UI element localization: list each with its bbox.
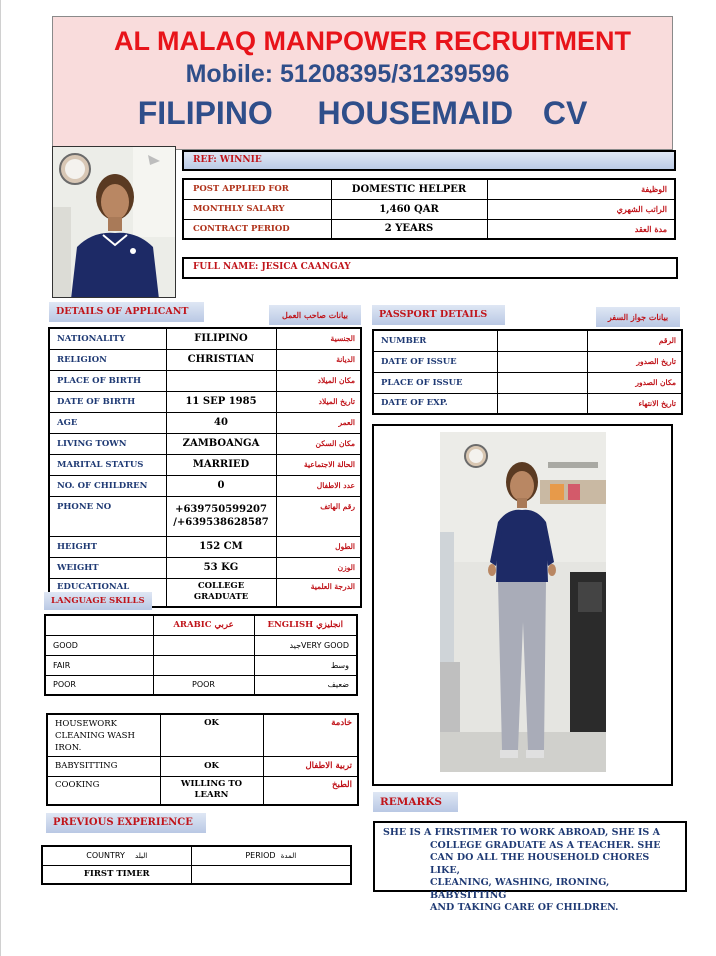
table-row — [42, 846, 351, 865]
skill-value: OK — [160, 714, 263, 756]
detail-arabic: الديانة — [276, 349, 361, 370]
previous-experience-table — [41, 845, 352, 885]
table-row — [49, 328, 361, 349]
table-row — [49, 454, 361, 475]
lang-level: GOOD — [45, 635, 153, 655]
prev-period-label: PERIOD — [245, 851, 276, 861]
table-row — [49, 536, 361, 557]
detail-label: LIVING TOWN — [49, 433, 166, 454]
table-row — [373, 351, 682, 372]
detail-arabic: مكان السكن — [276, 433, 361, 454]
table-row — [47, 776, 358, 805]
detail-value: 40 — [166, 412, 276, 433]
table-row — [49, 557, 361, 578]
detail-label: PLACE OF BIRTH — [49, 370, 166, 391]
lang-arabic-value: POOR — [153, 675, 254, 695]
table-row — [49, 496, 361, 536]
table-row — [47, 714, 358, 756]
detail-label: DATE OF BIRTH — [49, 391, 166, 412]
phone-label: PHONE NO — [49, 496, 166, 536]
phone-number-2: /+639538628587 — [173, 517, 269, 528]
table-row — [183, 199, 675, 219]
detail-arabic: الجنسية — [276, 328, 361, 349]
skill-arabic: الطبخ — [263, 776, 358, 805]
passport-value — [497, 351, 587, 372]
prev-period-arabic: المدة — [280, 852, 297, 861]
applicant-full-body-photo — [440, 432, 606, 772]
skill-label: COOKING — [47, 776, 160, 805]
detail-arabic: الحالة الاجتماعية — [276, 454, 361, 475]
table-row — [183, 179, 675, 199]
passport-value — [497, 393, 587, 414]
detail-value: CHRISTIAN — [166, 349, 276, 370]
ref-code: REF: WINNIE — [193, 155, 262, 165]
passport-label: DATE OF ISSUE — [373, 351, 497, 372]
remarks-box — [373, 821, 687, 913]
detail-value: 53 KG — [166, 557, 276, 578]
skill-value-line: LEARN — [194, 790, 229, 801]
lang-arabic-header: ARABIC عربي — [153, 615, 254, 635]
salary-value: 1,460 QAR — [331, 199, 487, 219]
applicant-details-table — [48, 327, 362, 608]
language-section-title: LANGUAGE SKILLS — [44, 592, 152, 610]
lang-english-value: جيدVERY GOOD — [254, 635, 357, 655]
detail-arabic: تاريخ الميلاد — [276, 391, 361, 412]
table-row — [49, 475, 361, 496]
details-section-title-arabic: بيانات صاحب العمل — [269, 305, 361, 325]
lang-english-header: ENGLISH انجليزي — [254, 615, 357, 635]
applicant-portrait-photo — [52, 146, 176, 298]
prev-period-value — [191, 865, 351, 884]
full-body-photo-frame — [372, 424, 673, 786]
detail-arabic: الوزن — [276, 557, 361, 578]
skill-value-line: WILLING TO — [180, 779, 243, 790]
skill-value — [160, 776, 263, 805]
salary-arabic: الراتب الشهري — [487, 199, 675, 219]
education-value — [166, 578, 276, 607]
passport-label: DATE OF EXP. — [373, 393, 497, 414]
full-name-bar — [182, 257, 678, 279]
detail-value: ZAMBOANGA — [166, 433, 276, 454]
table-row — [47, 756, 358, 776]
contract-arabic: مدة العقد — [487, 219, 675, 239]
remarks-line: SHE IS A FIRSTIMER TO WORK ABROAD, SHE IS A — [383, 827, 660, 838]
skill-label-line: CLEANING WASH — [55, 731, 135, 741]
post-table — [182, 178, 676, 240]
detail-label: HEIGHT — [49, 536, 166, 557]
detail-label: NO. OF CHILDREN — [49, 475, 166, 496]
table-row — [183, 219, 675, 239]
remarks-line: CLEANING, WASHING, IRONING, BABYSITTING — [430, 877, 610, 901]
page-edge — [0, 0, 1, 956]
passport-value — [497, 372, 587, 393]
education-line-2: GRADUATE — [193, 592, 249, 603]
education-line-1: COLLEGE — [197, 581, 245, 592]
table-row — [45, 655, 357, 675]
lang-level: FAIR — [45, 655, 153, 675]
table-row — [42, 865, 351, 884]
lang-arabic-value — [153, 635, 254, 655]
lang-english-value: وسط — [254, 655, 357, 675]
detail-arabic: الطول — [276, 536, 361, 557]
table-row — [49, 349, 361, 370]
prev-country-header — [42, 846, 191, 865]
education-label: EDUCATIONAL — [49, 578, 166, 607]
skill-arabic: تربية الاطفال — [263, 756, 358, 776]
lang-corner-cell — [45, 615, 153, 635]
prev-country-label: COUNTRY — [86, 851, 125, 861]
table-row — [45, 675, 357, 695]
detail-label: WEIGHT — [49, 557, 166, 578]
passport-arabic: مكان الصدور — [587, 372, 682, 393]
detail-value: FILIPINO — [166, 328, 276, 349]
detail-label: RELIGION — [49, 349, 166, 370]
company-name: AL MALAQ MANPOWER RECRUITMENT — [114, 26, 631, 56]
prev-period-header — [191, 846, 351, 865]
table-row — [373, 372, 682, 393]
full-name: FULL NAME: JESICA CAANGAY — [193, 262, 351, 272]
work-skills-table — [46, 713, 359, 806]
table-row — [49, 391, 361, 412]
detail-arabic: مكان الميلاد — [276, 370, 361, 391]
education-arabic: الدرجة العلمية — [276, 578, 361, 607]
passport-arabic: تاريخ الانتهاء — [587, 393, 682, 414]
detail-arabic: العمر — [276, 412, 361, 433]
skill-label-line: IRON. — [55, 743, 82, 753]
detail-label: NATIONALITY — [49, 328, 166, 349]
phone-value — [166, 496, 276, 536]
company-mobile: Mobile: 51208395/31239596 — [185, 60, 510, 88]
skill-label-line: HOUSEWORK — [55, 719, 118, 729]
phone-number-1: +639750599207 — [175, 504, 267, 515]
table-row — [373, 330, 682, 351]
details-section-title: DETAILS OF APPLICANT — [49, 302, 204, 322]
detail-value: 11 SEP 1985 — [166, 391, 276, 412]
lang-level: POOR — [45, 675, 153, 695]
full-body-illustration — [440, 432, 606, 772]
remarks-title: REMARKS — [373, 792, 458, 812]
passport-arabic: تاريخ الصدور — [587, 351, 682, 372]
passport-section-title-arabic: بيانات جواز السفر — [596, 307, 680, 327]
remarks-line: CAN DO ALL THE HOUSEHOLD CHORES LIKE, — [430, 852, 650, 876]
passport-label: PLACE OF ISSUE — [373, 372, 497, 393]
table-row — [49, 433, 361, 454]
language-skills-table — [44, 614, 358, 696]
post-label: POST APPLIED FOR — [183, 179, 331, 199]
detail-value: 152 CM — [166, 536, 276, 557]
detail-label: MARITAL STATUS — [49, 454, 166, 475]
phone-arabic: رقم الهاتف — [276, 496, 361, 536]
detail-value — [166, 370, 276, 391]
skill-value: OK — [160, 756, 263, 776]
detail-arabic: عدد الاطفال — [276, 475, 361, 496]
passport-value — [497, 330, 587, 351]
passport-label: NUMBER — [373, 330, 497, 351]
previous-experience-title: PREVIOUS EXPERIENCE — [46, 813, 206, 833]
contract-value: 2 YEARS — [331, 219, 487, 239]
table-row — [373, 393, 682, 414]
passport-table — [372, 329, 683, 415]
salary-label: MONTHLY SALARY — [183, 199, 331, 219]
post-value: DOMESTIC HELPER — [331, 179, 487, 199]
ref-bar — [182, 150, 676, 171]
cv-header — [52, 16, 673, 150]
skill-label: BABYSITTING — [47, 756, 160, 776]
skill-arabic: خادمة — [263, 714, 358, 756]
detail-label: AGE — [49, 412, 166, 433]
prev-country-arabic: البلد — [135, 852, 148, 861]
lang-english-value: ضعيف — [254, 675, 357, 695]
table-row — [49, 412, 361, 433]
passport-arabic: الرقم — [587, 330, 682, 351]
table-row — [49, 370, 361, 391]
cv-title: FILIPINO HOUSEMAID CV — [137, 95, 588, 131]
remarks-line: COLLEGE GRADUATE AS A TEACHER. SHE — [430, 839, 661, 851]
detail-value: 0 — [166, 475, 276, 496]
portrait-illustration — [53, 147, 176, 298]
contract-label: CONTRACT PERIOD — [183, 219, 331, 239]
skill-label — [47, 714, 160, 756]
post-arabic: الوظيفة — [487, 179, 675, 199]
detail-value: MARRIED — [166, 454, 276, 475]
passport-section-title: PASSPORT DETAILS — [372, 305, 505, 325]
lang-arabic-value — [153, 655, 254, 675]
remarks-line: AND TAKING CARE OF CHILDREN. — [430, 902, 619, 913]
prev-country-value: FIRST TIMER — [42, 865, 191, 884]
table-row — [45, 615, 357, 635]
table-row — [45, 635, 357, 655]
